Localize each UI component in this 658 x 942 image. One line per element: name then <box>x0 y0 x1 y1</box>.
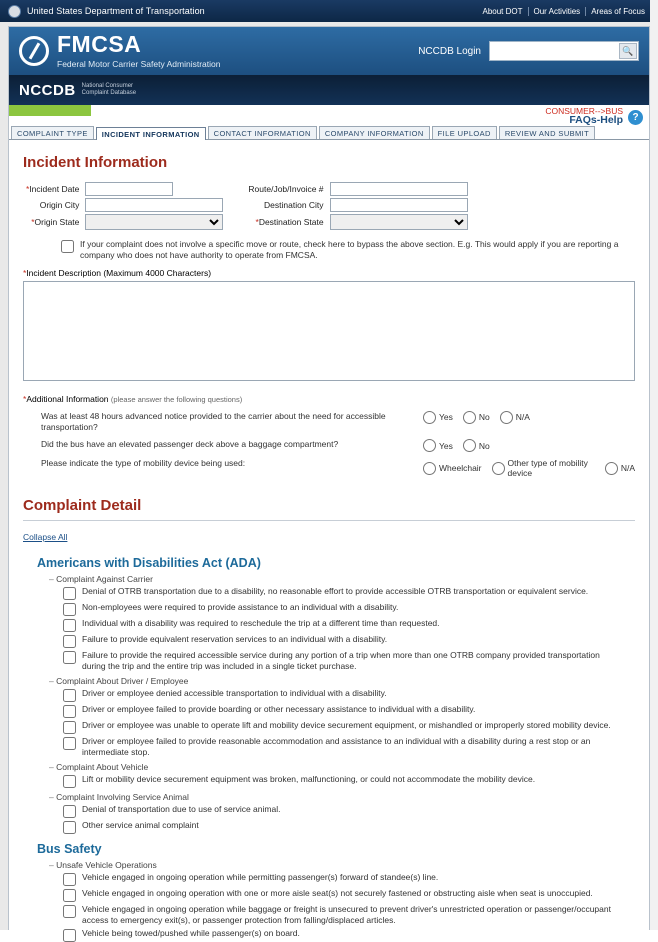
additional-questions-table <box>23 408 635 481</box>
list-item[interactable] <box>63 804 623 818</box>
origin-city-cell <box>82 197 226 213</box>
complaint-detail-title: Complaint Detail <box>23 497 142 515</box>
tab-review-and-submit[interactable]: REVIEW AND SUBMIT <box>499 126 595 139</box>
subgroup-service-animal: – Complaint Involving Service Animal <box>49 792 635 802</box>
list-item-label: Driver or employee failed to provide reasonable accommodation and assistance to an individual with a disability during a rest stop or an intermediate stop. <box>82 736 591 758</box>
checkbox-ada-animal-2[interactable] <box>63 821 76 834</box>
q1-option-no[interactable] <box>463 411 490 424</box>
list-item[interactable] <box>63 586 623 600</box>
origin-state-label: Origin State <box>34 217 80 227</box>
route-label: Route/Job/Invoice # <box>248 184 324 194</box>
form-body <box>9 140 649 939</box>
destination-state-cell <box>327 213 471 231</box>
list-item-label: Vehicle engaged in ongoing operation while baggage or freight is unsecured to prevent driver's unrestricted operation or passenger/occupant access to emergency exit(s), or passenger protection from falling/displaced articles. <box>82 904 611 926</box>
login-area <box>418 41 639 61</box>
list-item[interactable] <box>63 736 623 758</box>
route-input[interactable] <box>330 182 468 196</box>
bypass-row <box>61 239 635 262</box>
nccdb-logo: NCCDB <box>19 81 76 99</box>
dot-seal-icon <box>8 5 21 18</box>
accent-strip-row <box>9 105 649 125</box>
q3-option-other[interactable] <box>492 458 595 478</box>
q3-option-wheelchair[interactable] <box>423 458 482 478</box>
question-2-options <box>423 436 635 455</box>
q2-no-label: No <box>478 440 490 451</box>
list-item-label: Driver or employee failed to provide boarding or other necessary assistance to individual with a disability. <box>82 704 476 715</box>
q2-yes-label: Yes <box>439 440 453 451</box>
nccdb-subtitle <box>82 83 136 98</box>
list-item-label: Driver or employee was unable to operate lift and mobility device securement equipment, or mishandled or improperly stored mobility device. <box>82 720 611 731</box>
dot-title: United States Department of Transportation <box>27 6 205 16</box>
tab-complaint-type[interactable]: COMPLAINT TYPE <box>11 126 94 139</box>
list-item-label: Denial of transportation due to use of service animal. <box>82 804 281 815</box>
origin-city-label-cell <box>23 197 82 213</box>
breadcrumb: CONSUMER-->BUS <box>545 106 623 116</box>
list-item-label: Driver or employee denied accessible transportation to individual with a disability. <box>82 688 387 699</box>
origin-state-cell <box>82 213 226 231</box>
list-item-label: Lift or mobility device securement equipment was broken, malfunctioning, or could not accommodate the mobility device. <box>82 774 536 785</box>
question-2-text: Did the bus have an elevated passenger deck above a baggage compartment? <box>41 439 339 450</box>
q1-option-yes[interactable] <box>423 411 453 424</box>
table-row <box>23 213 471 231</box>
q1-radio-yes[interactable] <box>423 411 436 424</box>
table-row <box>23 436 635 455</box>
q3-option-na[interactable] <box>605 458 635 478</box>
login-label[interactable]: NCCDB Login <box>418 45 481 57</box>
list-item-label: Denial of OTRB transportation due to a disability, no reasonable effort to provide accessible OTRB transportation or equivalent service. <box>82 586 589 597</box>
list-item[interactable] <box>63 872 623 886</box>
list-item[interactable] <box>63 720 623 734</box>
incident-date-input[interactable] <box>85 182 173 196</box>
destination-state-label: Destination State <box>258 217 324 227</box>
q1-yes-label: Yes <box>439 412 453 423</box>
q1-radio-na[interactable] <box>500 411 513 424</box>
list-item[interactable] <box>63 602 623 616</box>
question-mark-icon[interactable]: ? <box>628 110 643 125</box>
incident-date-label: Incident Date <box>29 184 80 194</box>
incident-description-textarea[interactable] <box>23 281 635 381</box>
list-item-label: Individual with a disability was required to reschedule the trip at a different time than requested. <box>82 618 440 629</box>
checkbox-ada-carrier-5[interactable] <box>63 651 76 664</box>
checkbox-ada-driver-2[interactable] <box>63 705 76 718</box>
list-item-label: Vehicle engaged in ongoing operation while permitting passenger(s) forward of standee(s) line. <box>82 872 439 883</box>
origin-state-select[interactable] <box>85 214 223 230</box>
q2-option-yes[interactable] <box>423 439 453 452</box>
required-marker: * <box>23 267 27 278</box>
list-item-label: Vehicle engaged in ongoing operation with one or more aisle seat(s) not securely fastened or obstructing aisle when seat is unoccupied. <box>82 888 593 899</box>
additional-info-label: Additional Information <box>26 393 109 404</box>
destination-city-input[interactable] <box>330 198 468 212</box>
search-input[interactable] <box>491 44 617 60</box>
radio-group-1 <box>423 411 635 424</box>
incident-date-label-cell <box>23 181 82 197</box>
question-1-options <box>423 408 635 436</box>
table-row <box>23 408 635 436</box>
list-item[interactable] <box>63 634 623 648</box>
site-header <box>9 27 649 75</box>
q3-radio-other[interactable] <box>492 462 505 475</box>
search-icon[interactable]: 🔍 <box>619 43 637 59</box>
table-row <box>23 455 635 481</box>
dot-links <box>477 7 650 16</box>
list-item[interactable] <box>63 704 623 718</box>
required-marker: * <box>255 217 259 227</box>
origin-city-label: Origin City <box>39 200 80 210</box>
subgroup-unsafe-vehicle-operations: – Unsafe Vehicle Operations <box>49 860 635 870</box>
required-marker: * <box>23 393 27 404</box>
incident-fields-table <box>23 181 471 231</box>
page-scrollbar[interactable] <box>650 0 658 930</box>
checkbox-ada-driver-3[interactable] <box>63 721 76 734</box>
destination-city-cell <box>327 197 471 213</box>
list-item[interactable] <box>63 618 623 632</box>
origin-city-input[interactable] <box>85 198 223 212</box>
q3-wheelchair-label: Wheelchair <box>439 463 482 474</box>
q3-radio-wheelchair[interactable] <box>423 462 436 475</box>
tab-company-information[interactable]: COMPANY INFORMATION <box>319 126 430 139</box>
route-label-cell <box>226 181 326 197</box>
group-title-ada[interactable]: Americans with Disabilities Act (ADA) <box>37 556 261 571</box>
page-title: Incident Information <box>23 154 168 171</box>
fmcsa-wheel-icon <box>19 36 49 66</box>
tab-incident-information[interactable]: INCIDENT INFORMATION <box>96 127 206 140</box>
q3-other-label: Other type of mobility device <box>507 458 588 479</box>
dot-link-about[interactable]: About DOT <box>482 6 523 16</box>
nccdb-band <box>9 75 649 105</box>
incident-date-cell <box>82 181 226 197</box>
checkbox-ada-driver-1[interactable] <box>63 689 76 702</box>
divider <box>23 520 635 521</box>
faqs-help-link[interactable]: FAQs-Help <box>569 114 623 126</box>
tab-file-upload[interactable]: FILE UPLOAD <box>432 126 497 139</box>
q1-na-label: N/A <box>515 412 530 423</box>
subgroup-complaint-against-carrier: – Complaint Against Carrier <box>49 574 635 584</box>
q2-radio-yes[interactable] <box>423 439 436 452</box>
checkbox-ada-driver-4[interactable] <box>63 737 76 750</box>
required-marker: * <box>26 184 30 194</box>
route-cell <box>327 181 471 197</box>
question-3-text: Please indicate the type of mobility device being used: <box>41 458 246 469</box>
checkbox-ada-carrier-2[interactable] <box>63 603 76 616</box>
q1-radio-no[interactable] <box>463 411 476 424</box>
list-item[interactable] <box>63 650 623 672</box>
list-item[interactable] <box>63 904 623 926</box>
destination-city-label-cell <box>226 197 326 213</box>
q3-radio-na[interactable] <box>605 462 618 475</box>
content-frame <box>8 26 650 939</box>
checkbox-bus-safety-3[interactable] <box>63 905 76 918</box>
dot-link-activities[interactable]: Our Activities <box>528 7 586 16</box>
checkbox-ada-animal-1[interactable] <box>63 805 76 818</box>
list-item[interactable] <box>63 688 623 702</box>
green-accent-bar <box>9 105 91 116</box>
question-3-options <box>423 455 635 481</box>
q2-radio-no[interactable] <box>463 439 476 452</box>
collapse-all-link[interactable]: Collapse All <box>23 532 68 543</box>
radio-group-3 <box>423 458 635 478</box>
wizard-tabs <box>9 125 649 140</box>
checkbox-ada-carrier-1[interactable] <box>63 587 76 600</box>
destination-city-label: Destination City <box>264 200 324 210</box>
nccdb-subtitle-line1: National Consumer <box>81 82 134 89</box>
destination-state-select[interactable] <box>330 214 468 230</box>
table-row <box>23 181 471 197</box>
group-title-bus-safety[interactable]: Bus Safety <box>37 842 102 857</box>
required-marker: * <box>31 217 35 227</box>
table-row <box>23 197 471 213</box>
question-1-text: Was at least 48 hours advanced notice provided to the carrier about the need for accessible transportation? <box>41 410 386 432</box>
q1-no-label: No <box>478 412 490 423</box>
subgroup-complaint-about-vehicle: – Complaint About Vehicle <box>49 762 635 772</box>
dot-topbar <box>0 0 658 22</box>
list-item[interactable] <box>63 888 623 902</box>
checkbox-ada-carrier-4[interactable] <box>63 635 76 648</box>
checkbox-bus-safety-2[interactable] <box>63 889 76 902</box>
nccdb-subtitle-line2: Complaint Database <box>81 90 137 96</box>
checkbox-ada-vehicle-1[interactable] <box>63 775 76 788</box>
list-item-label: Vehicle being towed/pushed while passenger(s) on board. <box>82 928 300 939</box>
brand-subtitle: Federal Motor Carrier Safety Administration <box>57 59 221 69</box>
dot-link-focus[interactable]: Areas of Focus <box>585 7 650 16</box>
list-item-label: Failure to provide equivalent reservation services to an individual with a disability. <box>82 634 388 645</box>
list-item[interactable] <box>63 820 623 834</box>
q2-option-no[interactable] <box>463 439 490 452</box>
list-item-label: Other service animal complaint <box>82 820 199 831</box>
checkbox-ada-carrier-3[interactable] <box>63 619 76 632</box>
description-label-row <box>23 268 635 278</box>
destination-state-label-cell <box>226 213 326 231</box>
list-item-label: Non-employees were required to provide assistance to an individual with a disability. <box>82 602 399 613</box>
q3-na-label: N/A <box>620 463 635 474</box>
tab-contact-information[interactable]: CONTACT INFORMATION <box>208 126 317 139</box>
additional-info-heading <box>23 394 635 404</box>
radio-group-2 <box>423 439 635 452</box>
description-label: Incident Description (Maximum 4000 Characters) <box>26 267 212 278</box>
login-input-wrapper <box>489 41 639 61</box>
checkbox-bus-safety-4[interactable] <box>63 929 76 942</box>
bypass-label: If your complaint does not involve a specific move or route, check here to bypass the above section. E.g. This would apply if you are reporting a company who does not have authority to operate from FMCSA. <box>80 239 619 261</box>
list-item-label: Failure to provide the required accessible service during any portion of a trip when more than one OTRB company provided transportation during the trip and the entire trip was included in a single ticket purchase. <box>82 650 600 672</box>
origin-state-label-cell <box>23 213 82 231</box>
q1-option-na[interactable] <box>500 411 530 424</box>
additional-info-hint: (please answer the following questions) <box>110 394 243 404</box>
brand-title: FMCSA <box>57 31 142 57</box>
bypass-checkbox[interactable] <box>61 240 74 253</box>
list-item[interactable] <box>63 928 623 942</box>
subgroup-complaint-about-driver: – Complaint About Driver / Employee <box>49 676 635 686</box>
checkbox-bus-safety-1[interactable] <box>63 873 76 886</box>
list-item[interactable] <box>63 774 623 788</box>
